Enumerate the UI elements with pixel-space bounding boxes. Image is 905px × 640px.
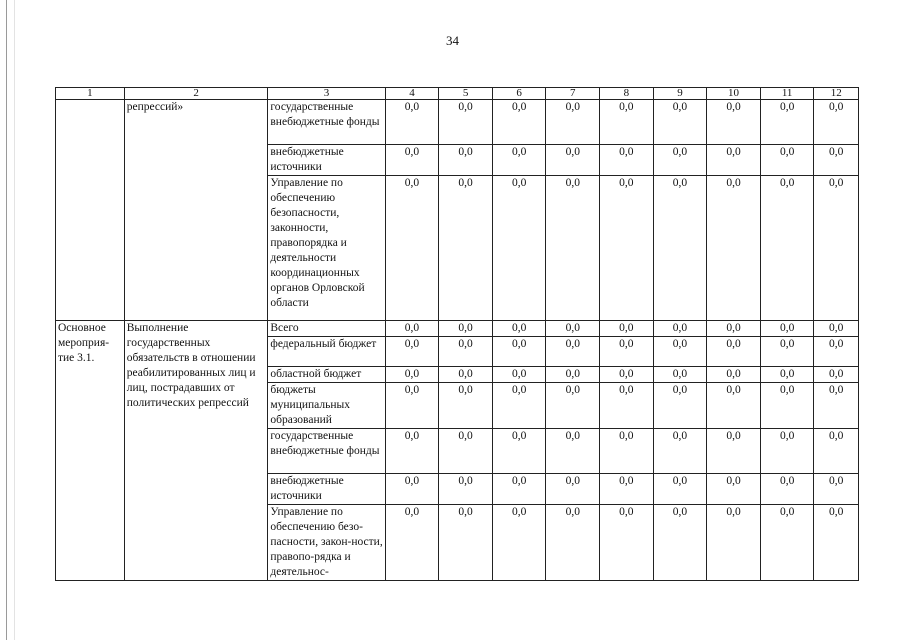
value-cell: 0,0 <box>814 429 859 474</box>
value-cell: 0,0 <box>653 321 707 337</box>
value-cell: 0,0 <box>814 474 859 505</box>
value-cell: 0,0 <box>760 505 814 581</box>
value-cell: 0,0 <box>814 367 859 383</box>
value-cell: 0,0 <box>600 474 654 505</box>
value-cell: 0,0 <box>546 474 600 505</box>
header-row <box>56 88 859 100</box>
value-cell: 0,0 <box>707 474 761 505</box>
value-cell: 0,0 <box>653 367 707 383</box>
value-cell: 0,0 <box>653 474 707 505</box>
value-cell: 0,0 <box>385 145 439 176</box>
block1-body <box>56 100 859 321</box>
value-cell: 0,0 <box>600 321 654 337</box>
table-row <box>56 100 859 145</box>
value-cell: 0,0 <box>439 429 493 474</box>
value-cell: 0,0 <box>492 145 546 176</box>
value-cell: 0,0 <box>546 337 600 367</box>
value-cell: 0,0 <box>546 383 600 429</box>
value-cell: 0,0 <box>653 100 707 145</box>
value-cell: 0,0 <box>439 505 493 581</box>
value-cell: 0,0 <box>385 321 439 337</box>
value-cell: 0,0 <box>492 321 546 337</box>
value-cell: 0,0 <box>707 145 761 176</box>
column-header: 11 <box>760 88 814 100</box>
value-cell: 0,0 <box>385 367 439 383</box>
value-cell: 0,0 <box>546 176 600 321</box>
block2-body <box>56 321 859 581</box>
value-cell: 0,0 <box>707 176 761 321</box>
value-cell: 0,0 <box>814 337 859 367</box>
value-cell: 0,0 <box>707 505 761 581</box>
value-cell: 0,0 <box>439 337 493 367</box>
funding-source: государственные внебюджетные фонды <box>268 429 385 474</box>
value-cell: 0,0 <box>707 367 761 383</box>
value-cell: 0,0 <box>814 383 859 429</box>
block2-event-name: Выполнение государственных обязательств в отношении реабилитированных лиц и лиц, пострадавших от политических репрессий <box>124 321 268 581</box>
scan-edge-line <box>6 0 7 640</box>
value-cell: 0,0 <box>546 100 600 145</box>
value-cell: 0,0 <box>760 176 814 321</box>
column-header: 10 <box>707 88 761 100</box>
event-number: Основное мероприя-тие 3.1. <box>56 321 125 581</box>
value-cell: 0,0 <box>653 383 707 429</box>
value-cell: 0,0 <box>760 383 814 429</box>
funding-source: бюджеты муниципальных образований <box>268 383 385 429</box>
value-cell: 0,0 <box>707 337 761 367</box>
value-cell: 0,0 <box>600 176 654 321</box>
block1-event-name: репрессий» <box>124 100 268 321</box>
value-cell: 0,0 <box>814 505 859 581</box>
column-header: 5 <box>439 88 493 100</box>
column-header: 6 <box>492 88 546 100</box>
funding-source: Всего <box>268 321 385 337</box>
value-cell: 0,0 <box>492 337 546 367</box>
value-cell: 0,0 <box>814 100 859 145</box>
value-cell: 0,0 <box>653 145 707 176</box>
value-cell: 0,0 <box>600 100 654 145</box>
funding-source: государственные внебюджетные фонды <box>268 100 385 145</box>
value-cell: 0,0 <box>385 383 439 429</box>
value-cell: 0,0 <box>546 429 600 474</box>
value-cell: 0,0 <box>653 505 707 581</box>
column-header: 7 <box>546 88 600 100</box>
value-cell: 0,0 <box>760 100 814 145</box>
value-cell: 0,0 <box>707 429 761 474</box>
column-header: 9 <box>653 88 707 100</box>
funding-source: федеральный бюджет <box>268 337 385 367</box>
value-cell: 0,0 <box>653 429 707 474</box>
value-cell: 0,0 <box>385 429 439 474</box>
funding-source: Управление по обеспечению безо-пасности, закон-ности, правопо-рядка и деятельнос- <box>268 505 385 581</box>
value-cell: 0,0 <box>600 337 654 367</box>
funding-source: областной бюджет <box>268 367 385 383</box>
block1-col1 <box>56 100 125 321</box>
value-cell: 0,0 <box>385 176 439 321</box>
funding-source: Управление по обеспечению безопасности, законности, правопорядка и деятельности координационных органов Орловской области <box>268 176 385 321</box>
value-cell: 0,0 <box>492 474 546 505</box>
value-cell: 0,0 <box>814 321 859 337</box>
column-header: 2 <box>124 88 268 100</box>
value-cell: 0,0 <box>760 429 814 474</box>
value-cell: 0,0 <box>439 367 493 383</box>
value-cell: 0,0 <box>385 100 439 145</box>
value-cell: 0,0 <box>600 505 654 581</box>
value-cell: 0,0 <box>546 505 600 581</box>
value-cell: 0,0 <box>653 176 707 321</box>
value-cell: 0,0 <box>492 100 546 145</box>
funding-source: внебюджетные источники <box>268 474 385 505</box>
value-cell: 0,0 <box>760 145 814 176</box>
value-cell: 0,0 <box>653 337 707 367</box>
column-header: 12 <box>814 88 859 100</box>
value-cell: 0,0 <box>600 383 654 429</box>
value-cell: 0,0 <box>492 505 546 581</box>
value-cell: 0,0 <box>600 145 654 176</box>
value-cell: 0,0 <box>546 145 600 176</box>
value-cell: 0,0 <box>760 337 814 367</box>
value-cell: 0,0 <box>600 429 654 474</box>
value-cell: 0,0 <box>439 176 493 321</box>
value-cell: 0,0 <box>439 383 493 429</box>
value-cell: 0,0 <box>760 367 814 383</box>
column-header: 8 <box>600 88 654 100</box>
value-cell: 0,0 <box>439 145 493 176</box>
column-header: 3 <box>268 88 385 100</box>
value-cell: 0,0 <box>385 474 439 505</box>
value-cell: 0,0 <box>385 337 439 367</box>
value-cell: 0,0 <box>385 505 439 581</box>
value-cell: 0,0 <box>760 321 814 337</box>
page-number: 34 <box>446 33 459 48</box>
column-header: 4 <box>385 88 439 100</box>
value-cell: 0,0 <box>814 176 859 321</box>
value-cell: 0,0 <box>600 367 654 383</box>
value-cell: 0,0 <box>707 383 761 429</box>
value-cell: 0,0 <box>814 145 859 176</box>
value-cell: 0,0 <box>492 176 546 321</box>
value-cell: 0,0 <box>707 100 761 145</box>
value-cell: 0,0 <box>546 321 600 337</box>
value-cell: 0,0 <box>707 321 761 337</box>
column-header: 1 <box>56 88 125 100</box>
value-cell: 0,0 <box>439 321 493 337</box>
scan-edge-line-faint <box>14 0 15 640</box>
value-cell: 0,0 <box>439 100 493 145</box>
value-cell: 0,0 <box>546 367 600 383</box>
value-cell: 0,0 <box>492 429 546 474</box>
value-cell: 0,0 <box>492 367 546 383</box>
table-row <box>56 321 859 337</box>
funding-source: внебюджетные источники <box>268 145 385 176</box>
funding-table <box>55 87 859 581</box>
value-cell: 0,0 <box>439 474 493 505</box>
value-cell: 0,0 <box>760 474 814 505</box>
value-cell: 0,0 <box>492 383 546 429</box>
